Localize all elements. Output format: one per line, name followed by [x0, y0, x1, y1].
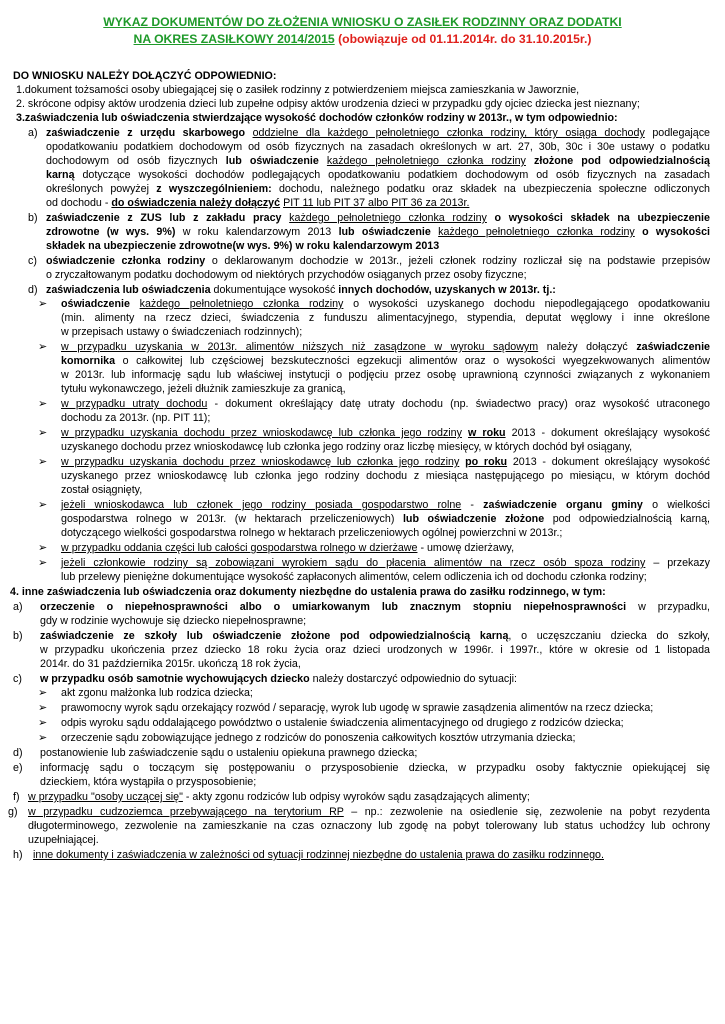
4h-line1: inne dokumenty i zaświadczenia w zależności od sytuacji rodzinnej niezbędne do ustalenia prawa do zasiłku rodzinnego. — [33, 849, 604, 861]
marker-4g: g) — [8, 806, 18, 818]
d-item1-line3: w przepisach ustawy o świadczeniach rodzinnych); — [61, 326, 303, 338]
item-4: 4. inne zaświadczenia lub oświadczenia oraz dokumenty niezbędne do ustalenia prawa do zasiłku rodzinnego, w tym: — [10, 586, 606, 598]
arrow-bullet-icon: ➢ — [38, 717, 48, 729]
document-title-line2 — [0, 31, 725, 48]
4e-line1: informację sądu o toczącym się postępowaniu o przysposobienie dziecka, w przypadku osoby faktycznie opiekującej się — [40, 762, 710, 774]
arrow-bullet-icon: ➢ — [38, 687, 48, 699]
c-line1: oświadczenie członka rodziny o deklarowanym dochodzie w 2013r., jeżeli członek rodziny rozliczał się na podstawie przepisów — [46, 255, 710, 267]
4b-line3: 2014r. do 31 października 2015r. ukończą 18 rok życia, — [40, 658, 301, 670]
d-item2-line1: w przypadku uzyskania w 2013r. alimentów niższych niż zasądzone w wyroku sądowym należy dołączyć zaświadczenie — [61, 341, 710, 353]
marker-4h: h) — [13, 849, 23, 861]
marker-a: a) — [28, 127, 38, 139]
a-line6: od dochodu - do oświadczenia należy dołączyć PIT 11 lub PIT 37 albo PIT 36 za 2013r. — [46, 197, 470, 209]
marker-4a: a) — [13, 601, 23, 613]
marker-b: b) — [28, 212, 38, 224]
4c-item3: odpis wyroku sądu oddalającego powództwo o ustalenie świadczenia alimentacyjnego od drugiego z rodziców dziecka; — [61, 717, 624, 729]
section-header: DO WNIOSKU NALEŻY DOŁĄCZYĆ ODPOWIEDNIO: — [13, 70, 277, 82]
d-item6-line2: gospodarstwa rolnego w 2013r. (w hektarach przeliczeniowych) lub oświadczenie złożone pod odpowiedzialnością karną, — [61, 513, 710, 525]
document-title-line1: WYKAZ DOKUMENTÓW DO ZŁOŻENIA WNIOSKU O ZASIŁEK RODZINNY ORAZ DODATKI — [103, 15, 622, 29]
d-item6-line3: dotyczącego wielkości gospodarstwa rolnego w hektarach przeliczeniowych ogólnej powierzchni w 2013r.; — [61, 527, 563, 539]
b-line3: składek na ubezpieczenie zdrowotne(w wys. 9%) w roku kalendarzowym 2013 — [46, 240, 440, 252]
4a-line2: gdy w rodzinie wychowuje się dziecko niepełnosprawne; — [40, 615, 307, 627]
4c-item1: akt zgonu małżonka lub rodzica dziecka; — [61, 687, 253, 699]
d-item5-line2: uzyskanego przez wnioskodawcę lub członka jego rodziny dochodu z miesiąca następującego po miesiącu, w którym dochód — [61, 470, 710, 482]
marker-d: d) — [28, 284, 38, 296]
d-item2-line3: w 2013r. lub informację sądu lub właściwej instytucji o podjęciu przez osobę uprawnioną czynności związanych z wykonaniem — [61, 369, 710, 381]
arrow-bullet-icon: ➢ — [38, 298, 48, 310]
d-item6-line1: jeżeli wnioskodawca lub członek jego rodziny posiada gospodarstwo rolne - zaświadczenie organu gminy o wielkości — [61, 499, 710, 511]
arrow-bullet-icon: ➢ — [38, 732, 48, 744]
marker-4e: e) — [13, 762, 23, 774]
arrow-bullet-icon: ➢ — [38, 499, 48, 511]
4c-item4: orzeczenie sądu zobowiązujące jednego z rodziców do ponoszenia całkowitych kosztów utrzymania dziecka; — [61, 732, 576, 744]
d-item1-line1: oświadczenie każdego pełnoletniego członka rodziny o wysokości uzyskanego dochodu niepodlegającego opodatkowaniu — [61, 298, 710, 310]
4g-line3: uzupełniającej. — [28, 834, 99, 846]
4d-line1: postanowienie lub zaświadczenie sądu o ustaleniu opiekuna prawnego dziecka; — [40, 747, 418, 759]
4g-line2: długoterminowego, zezwolenie na zamieszkanie na czas oznaczony lub zgodę na pobyt tolerowany lub status uchodźcy lub ochrony — [28, 820, 710, 832]
4a-line1: orzeczenie o niepełnosprawności albo o umiarkowanym lub znacznym stopniu niepełnosprawności w przypadku, — [40, 601, 710, 613]
item-2: 2. skrócone odpisy aktów urodzenia dzieci lub zupełne odpisy aktów urodzenia dzieci w przypadku gdy ojciec dziecka jest nieznany; — [16, 98, 640, 110]
d-item8-line1: jeżeli członkowie rodziny są zobowiązani wyrokiem sądu do płacenia alimentów na rzecz osób spoza rodziny – przekazy — [61, 557, 710, 569]
arrow-bullet-icon: ➢ — [38, 398, 48, 410]
d-item7-line1: w przypadku oddania części lub całości gospodarstwa rolnego w dzierżawe - umowę dzierżawy, — [61, 542, 515, 554]
d-item2-line4: tytułu wykonawczego, jeżeli dłużnik zamieszkuje za granicą, — [61, 383, 346, 395]
d-item2-line2: komornika o całkowitej lub częściowej bezskuteczności egzekucji alimentów oraz o wysokości wyegzekwowanych alimentów — [61, 355, 710, 367]
item-1: 1.dokument tożsamości osoby ubiegającej się o zasiłek rodzinny z potwierdzeniem miejsca zamieszkania w Jaworznie, — [16, 84, 580, 96]
marker-c: c) — [28, 255, 37, 267]
d-line1: zaświadczenia lub oświadczenia dokumentujące wysokość innych dochodów, uzyskanych w 2013r. tj.: — [46, 284, 556, 296]
b-line2: zdrowotne (w wys. 9%) w roku kalendarzowym 2013 lub oświadczenie każdego pełnoletniego członka rodziny o wysokości — [46, 226, 710, 238]
4b-line1: zaświadczenie ze szkoły lub oświadczenie złożone pod odpowiedzialnością karną, o uczęszczaniu dziecka do szkoły, — [40, 630, 710, 642]
a-line2: opodatkowaniu podatkiem dochodowym od osób fizycznych na zasadach określonych w art. 27, 30b, 30c i 30e ustawy o podatku — [46, 141, 710, 153]
b-line1: zaświadczenie z ZUS lub z zakładu pracy każdego pełnoletniego członka rodziny o wysokości składek na ubezpieczenie — [46, 212, 710, 224]
arrow-bullet-icon: ➢ — [38, 341, 48, 353]
arrow-bullet-icon: ➢ — [38, 427, 48, 439]
a-line1: zaświadczenie z urzędu skarbowego oddzielne dla każdego pełnoletniego członka rodziny, który osiąga dochody podlegające — [46, 127, 710, 139]
4b-line2: w przypadku ukończenia przez dziecko 18 roku życia oraz dzieci urodzonych w 1996r. i 1997r., które w okresie od 1 listopada — [40, 644, 710, 656]
d-item5-line1: w przypadku uzyskania dochodu przez wnioskodawcę lub członka jego rodziny po roku 2013 - dokument określający wysokość — [61, 456, 710, 468]
d-item3-line2: dochodu za 2013r. (np. PIT 11); — [61, 412, 211, 424]
4c-item2: prawomocny wyrok sądu orzekający rozwód / separację, wyrok lub ugodę w sprawie zasądzenia alimentów na rzecz dziecka; — [61, 702, 654, 714]
arrow-bullet-icon: ➢ — [38, 702, 48, 714]
item-3: 3.zaświadczenia lub oświadczenia stwierdzające wysokość dochodów członków rodziny w 2013r., w tym odpowiednio: — [16, 112, 618, 124]
d-item5-line3: został osiągnięty, — [61, 484, 143, 496]
marker-4f: f) — [13, 791, 20, 803]
a-line3: dochodowym od osób fizycznych lub oświadczenie każdego pełnoletniego członka rodziny złożone pod odpowiedzialnością — [46, 155, 710, 167]
marker-4d: d) — [13, 747, 23, 759]
d-item3-line1: w przypadku utraty dochodu - dokument określający datę utraty dochodu (np. świadectwo pracy) oraz wysokość utraconego — [61, 398, 710, 410]
arrow-bullet-icon: ➢ — [38, 557, 48, 569]
4e-line2: dzieckiem, która wystąpiła o przysposobienie; — [40, 776, 257, 788]
arrow-bullet-icon: ➢ — [38, 542, 48, 554]
period-label: NA OKRES ZASIŁKOWY 2014/2015 — [133, 32, 335, 46]
marker-4b: b) — [13, 630, 23, 642]
validity-note: (obowiązuje od 01.11.2014r. do 31.10.2015r.) — [334, 32, 592, 46]
marker-4c: c) — [13, 673, 22, 685]
d-item4-line2: uzyskanego dochodu przez wnioskodawcę lub członka jego rodziny oraz liczbę miesięcy, w których dochód był osiągany, — [61, 441, 633, 453]
c-line2: o zryczałtowanym podatku dochodowym od niektórych przychodów osiąganych przez osoby fizyczne; — [46, 269, 527, 281]
arrow-bullet-icon: ➢ — [38, 456, 48, 468]
4f-line1: w przypadku "osoby uczącej się" - akty zgonu rodziców lub odpisy wyroków sądu zasądzających alimenty; — [28, 791, 530, 803]
a-line4: karną dotyczące wysokości dochodów podlegających opodatkowaniu podatkiem dochodowym od osób fizycznych na zasadach — [46, 169, 710, 181]
a-line5: określonych powyżej z wyszczególnieniem: dochodu, należnego podatku oraz składek na ubezpieczenia społeczne odliczonych — [46, 183, 710, 195]
d-item8-line2: lub przelewy pieniężne dokumentujące wysokość zapłaconych alimentów, celem odliczenia ich od dochodu członka rodziny; — [61, 571, 647, 583]
4g-line1: w przypadku cudzoziemca przebywającego na terytorium RP – np.: zezwolenie na osiedlenie się, zezwolenie na pobyt rezydenta — [28, 806, 710, 818]
4c-line1: w przypadku osób samotnie wychowujących dziecko należy dostarczyć odpowiednio do sytuacji: — [40, 673, 517, 685]
d-item4-line1: w przypadku uzyskania dochodu przez wnioskodawcę lub członka jego rodziny w roku 2013 - dokument określający wysokość — [61, 427, 710, 439]
d-item1-line2: (min. alimenty na rzecz dzieci, świadczenia z funduszu alimentacyjnego, stypendia, deputat węglowy i inne określone — [61, 312, 710, 324]
